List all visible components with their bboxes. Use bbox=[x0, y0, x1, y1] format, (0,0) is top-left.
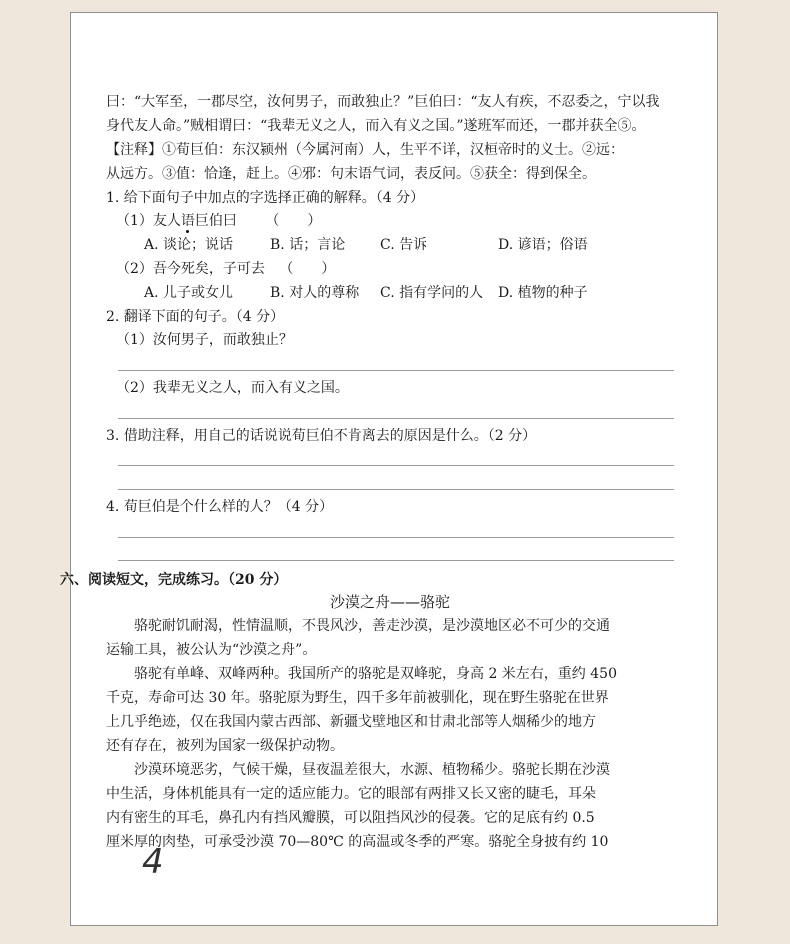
answer-line[interactable] bbox=[118, 489, 674, 490]
reading-line: 运输工具，被公认为“沙漠之舟”。 bbox=[106, 642, 317, 658]
answer-line[interactable] bbox=[118, 465, 674, 466]
reading-line: 还有存在，被列为国家一级保护动物。 bbox=[106, 738, 344, 754]
reading-line: 内有密生的耳毛，鼻孔内有挡风瓣膜，可以阻挡风沙的侵袭。它的足底有约 0.5 bbox=[106, 810, 595, 826]
q1-sub1-option-b: B. 话；言论 bbox=[270, 237, 346, 253]
q1-sub1-option-d: D. 谚语；俗语 bbox=[498, 237, 588, 253]
reading-line: 厘米厚的肉垫，可承受沙漠 70—80℃ 的高温或冬季的严寒。骆驼全身披有约 10 bbox=[106, 834, 609, 850]
answer-line[interactable] bbox=[118, 537, 674, 538]
passage-line: 身代友人命。”贼相谓曰：“我辈无义之人，而入有义之国。”遂班军而还，一郡并获全⑤。 bbox=[106, 118, 646, 134]
q1-sub1-post: 巨伯曰 bbox=[194, 213, 237, 229]
question-3-stem: 3. 借助注释，用自己的话说说荀巨伯不肯离去的原因是什么。（2 分） bbox=[106, 428, 537, 444]
q1-sub2-option-b: B. 对人的尊称 bbox=[270, 285, 360, 301]
q1-sub2-option-d: D. 植物的种子 bbox=[498, 285, 588, 301]
answer-parenthesis[interactable]: （ ） bbox=[279, 261, 336, 277]
q1-sub2-option-a: A. 儿子或女儿 bbox=[144, 285, 234, 301]
question-2-sub1: （1）汝何男子，而敢独止？ bbox=[116, 332, 293, 348]
reading-line: 中生活，身体机能具有一定的适应能力。它的眼部有两排又长又密的睫毛，耳朵 bbox=[106, 786, 596, 802]
passage-line: 曰：“大军至，一郡尽空，汝何男子，而敢独止？”巨伯曰：“友人有疾，不忍委之，宁以我 bbox=[106, 94, 660, 110]
answer-line[interactable] bbox=[118, 418, 674, 419]
section-6-heading: 六、阅读短文，完成练习。（20 分） bbox=[60, 572, 288, 588]
question-1-sub2 bbox=[116, 259, 335, 279]
page-number: 4 bbox=[142, 842, 164, 882]
question-2-sub2: （2）我辈无义之人，而入有义之国。 bbox=[116, 380, 349, 396]
answer-parenthesis[interactable]: （ ） bbox=[265, 213, 322, 229]
question-2-stem: 2. 翻译下面的句子。（4 分） bbox=[106, 309, 285, 325]
q1-sub2-option-c: C. 指有学问的人 bbox=[380, 285, 484, 301]
reading-title: 沙漠之舟——骆驼 bbox=[329, 593, 450, 611]
notes-line: 【注释】①荀巨伯：东汉颍州（今属河南）人，生平不详，汉桓帝时的义士。②远： bbox=[106, 142, 624, 158]
notes-line: 从远方。③值：恰逢，赶上。④邪：句末语气词，表反问。⑤获全：得到保全。 bbox=[106, 166, 596, 182]
reading-line: 骆驼耐饥耐渴，性情温顺，不畏风沙，善走沙漠，是沙漠地区必不可少的交通 bbox=[134, 618, 610, 634]
question-4-stem: 4. 荀巨伯是个什么样的人？（4 分） bbox=[106, 499, 334, 515]
q1-sub2-text: （2）吾今死矣，子可去 bbox=[116, 261, 265, 277]
q1-sub1-option-a: A. 谈论；说话 bbox=[144, 237, 234, 253]
reading-line: 千克，寿命可达 30 年。骆驼原为野生，四千多年前被驯化，现在野生骆驼在世界 bbox=[106, 690, 609, 706]
q1-sub1-pre: （1）友人 bbox=[116, 213, 181, 229]
reading-line: 沙漠环境恶劣，气候干燥，昼夜温差很大，水源、植物稀少。骆驼长期在沙漠 bbox=[134, 762, 610, 778]
reading-line: 上几乎绝迹，仅在我国内蒙古西部、新疆戈壁地区和甘肃北部等人烟稀少的地方 bbox=[106, 714, 596, 730]
answer-line[interactable] bbox=[118, 370, 674, 371]
q1-sub1-option-c: C. 告诉 bbox=[380, 237, 428, 253]
question-1-sub1 bbox=[116, 211, 321, 231]
question-1-stem: 1. 给下面句子中加点的字选择正确的解释。（4 分） bbox=[106, 190, 425, 206]
answer-line[interactable] bbox=[118, 560, 674, 561]
reading-line: 骆驼有单峰、双峰两种。我国所产的骆驼是双峰驼，身高 2 米左右，重约 450 bbox=[134, 666, 617, 682]
dotted-character: 语 bbox=[180, 213, 195, 229]
